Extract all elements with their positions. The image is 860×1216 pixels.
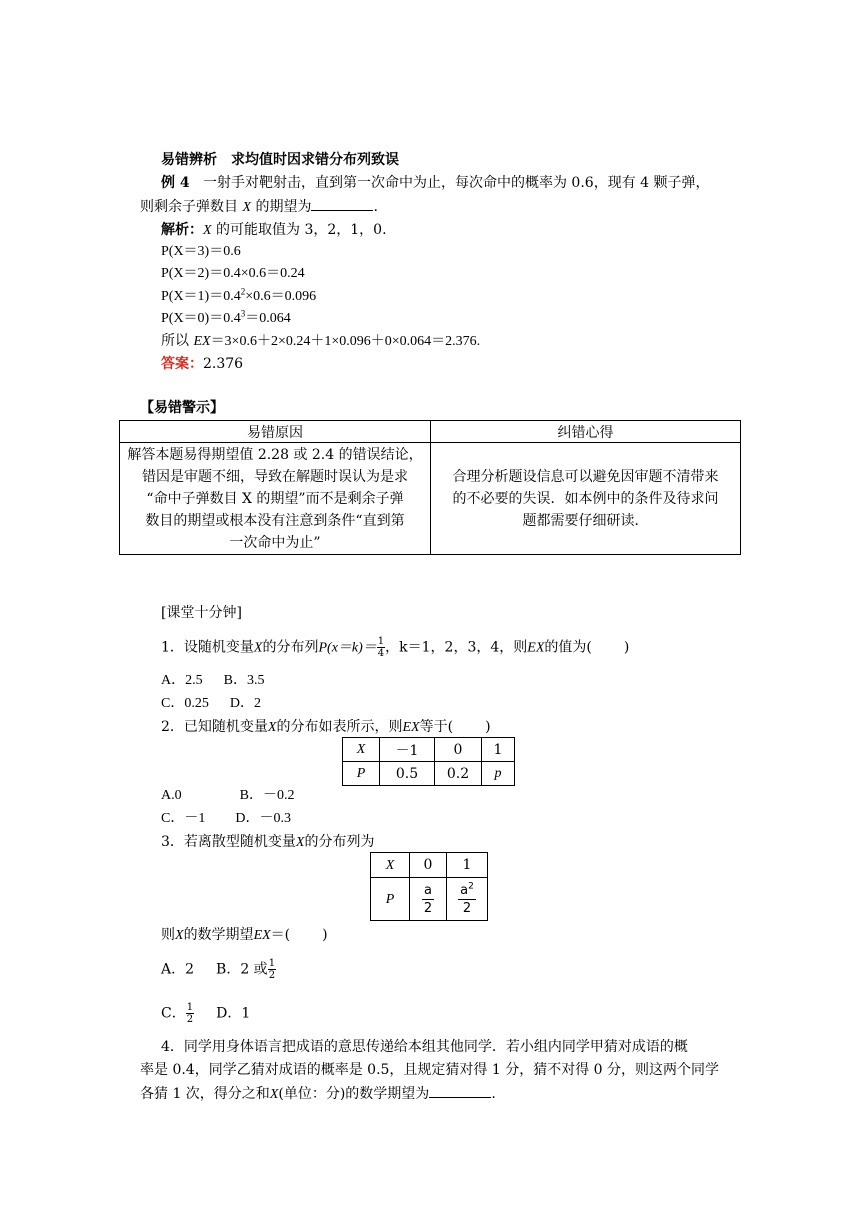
q4-text: (单位：分)的数学期望为 [278,1086,430,1102]
q2-cell: 1 [482,738,515,762]
frac-denominator: 2 [186,1014,194,1025]
equation-4-exp: 3 [240,308,246,319]
section-title: 易错辨析 求均值时因求错分布列致误 [161,152,399,168]
equation-5-post: ＝3×0.6＋2×0.24＋1×0.096＋0×0.064＝2.376. [210,334,481,349]
equation-3-b: ×0.6＝0.096 [245,289,317,304]
question-3 [161,832,374,853]
q2-options-row-2 [161,809,291,829]
q2-option-c: C．－1 [161,811,206,826]
q3-text: 3．若离散型随机变量 [161,834,296,850]
fraction [458,882,476,917]
q3-option-d: D．1 [216,1005,251,1022]
cause-cell [120,443,431,555]
q2-text: 等于( [419,719,454,735]
q2-option-b: B．－0.2 [239,788,295,803]
q3-text: 的分布列为 [304,834,375,850]
question-4-line-3: 各猜 1 次，得分之和X(单位：分)的数学期望为 . [140,1083,496,1105]
q2-options-row-1 [161,786,294,806]
frac-denominator: 2 [423,900,433,916]
equation-2: P(X＝2)＝0.4×0.6＝0.24 [161,266,305,281]
q3-option-c: C． [161,1005,186,1022]
warning-table [119,420,741,555]
frac-denominator: 2 [462,900,472,916]
q2-cell: 0.5 [380,762,435,786]
q3-distribution-table [370,852,488,921]
header-cause: 易错原因 [120,421,431,443]
answer-blank [429,1083,491,1098]
cause-line: 错因是审题不细，导致在解题时误认为是求 [142,468,408,485]
example-text-2: 则剩余子弹数目 [140,199,238,215]
cause-line: “命中子弹数目 X 的期望”而不是剩余子弹 [146,490,404,507]
frac-numerator: a [460,882,469,898]
equation-5-pre: 所以 [161,333,189,349]
equation-4-a: P(X＝0)＝0.4 [161,311,241,326]
q3-text: ＝( [270,927,291,943]
example-line-2: 则剩余子弹数目 X 的期望为 . [140,196,378,218]
fraction-one-quarter [377,636,385,659]
var-x: X [253,640,263,656]
q1-text: 的分布列 [262,639,319,656]
q3-options-row-2 [161,1002,250,1025]
solution-line [161,220,387,241]
q2-distribution-table [342,737,515,786]
equation-1: P(X＝3)＝0.6 [161,244,241,259]
q2-cell: 0 [435,738,482,762]
q2-close: ) [485,719,491,735]
q3-cell: 1 [447,853,488,878]
q3-cell: X [385,857,395,873]
q3-cell: P [385,891,395,907]
answer-blank [311,196,373,211]
q3-ask [161,925,328,946]
frac-numerator: 1 [186,1002,194,1013]
fraction [422,882,434,917]
q3-close: ) [322,927,328,943]
q2-cell: 0.2 [435,762,482,786]
q1-option-a: A．2.5 [161,673,203,688]
q2-option-a: A.0 [161,788,182,803]
cause-line: 解答本题易得期望值 2.28 或 2.4 的错误结论， [127,446,423,463]
equation-3 [161,287,316,307]
var-x: X [203,223,212,238]
var-ex: EX [193,334,211,349]
solution-text: 的可能取值为 3，2，1，0. [216,222,387,238]
q2-option-d: D．－0.3 [235,811,291,826]
frac-numerator: a [422,882,434,900]
var-ex: EX [253,928,271,943]
frac-exponent: 2 [468,881,474,892]
question-2 [161,717,491,738]
frac-numerator: 1 [377,636,385,647]
frac-denominator: 2 [268,970,276,981]
header-lesson: 纠错心得 [431,421,741,443]
var-x: X [267,720,277,735]
q3-cell: 0 [410,853,447,878]
example-text-3: 的期望为 [255,199,312,215]
q1-text: 1．设随机变量 [161,639,254,656]
cause-line: 数目的期望或根本没有注意到条件“直到第 [145,512,405,529]
fraction-one-half [268,958,276,981]
frac-denominator: 4 [377,648,385,659]
q3-cell-a-half [410,878,447,921]
lesson-line: 题都需要仔细研读． [522,512,649,529]
q4-text: 各猜 1 次，得分之和 [140,1086,270,1102]
solution-label: 解析： [161,222,203,238]
q1-option-b: B．3.5 [223,673,265,688]
equation-3-a: P(X＝1)＝0.4 [161,289,241,304]
q1-text: ，k＝1，2，3，4，则 [385,639,528,656]
var-ex: EX [402,720,420,735]
lesson-line: 合理分析题设信息可以避免因审题不清带来 [452,468,719,485]
example-line-1 [161,173,710,193]
equation-4 [161,309,291,329]
q2-text: 的分布如表所示，则 [276,719,403,735]
q3-cell-a2-half [447,878,488,921]
q2-text: 2．已知随机变量 [161,719,268,735]
var-x: X [295,835,305,850]
equation-4-b: ＝0.064 [245,311,291,326]
answer-line [161,354,243,374]
q3-text: 则 [161,927,175,943]
q2-cell: P [356,766,366,781]
answer-value: 2.376 [203,356,244,372]
q1-option-c: C．0.25 [161,696,209,711]
q1-expr: P(x＝k)＝ [318,640,377,656]
var-x: X [269,1087,279,1102]
q2-cell: －1 [380,738,435,762]
answer-label: 答案： [161,356,203,372]
var-x: X [175,928,184,943]
q1-text: 的值为( [544,639,592,656]
equation-5 [161,331,480,352]
lesson-line: 的不必要的失误．如本例中的条件及待求问 [452,490,719,507]
q3-option-a: A．2 [161,961,195,978]
example-label: 例 4 [161,175,190,191]
practice-heading: [课堂十分钟] [161,605,242,621]
equation-3-exp: 2 [240,286,246,297]
q1-close: ) [623,639,630,656]
q3-text: 的数学期望 [183,927,254,943]
question-1 [161,636,629,659]
q1-option-d: D．2 [229,696,261,711]
var-ex: EX [527,640,545,656]
q1-options-row-2 [161,694,261,714]
cause-line: 一次命中为止” [229,534,321,551]
warning-title: 【易错警示】 [140,400,224,416]
var-x: X [242,200,252,215]
q3-option-b: B．2 或 [216,961,268,978]
q2-cell: X [356,742,366,757]
fraction-one-half [186,1002,194,1025]
example-text-1: 一射手对靶射击，直到第一次命中为止，每次命中的概率为 0.6，现有 4 颗子弹， [202,175,710,191]
q2-cell: p [494,766,502,781]
question-4-line-1: 4．同学用身体语言把成语的意思传递给本组其他同学．若小组内同学甲猜对成语的概 [161,1039,688,1055]
frac-numerator: 1 [268,958,276,969]
lesson-cell [431,443,741,555]
q3-options-row-1 [161,958,276,981]
question-4-line-2: 率是 0.4，同学乙猜对成语的概率是 0.5，且规定猜对得 1 分，猜不对得 0 分，则这两个同学 [140,1062,720,1078]
q1-options-row-1 [161,671,264,691]
